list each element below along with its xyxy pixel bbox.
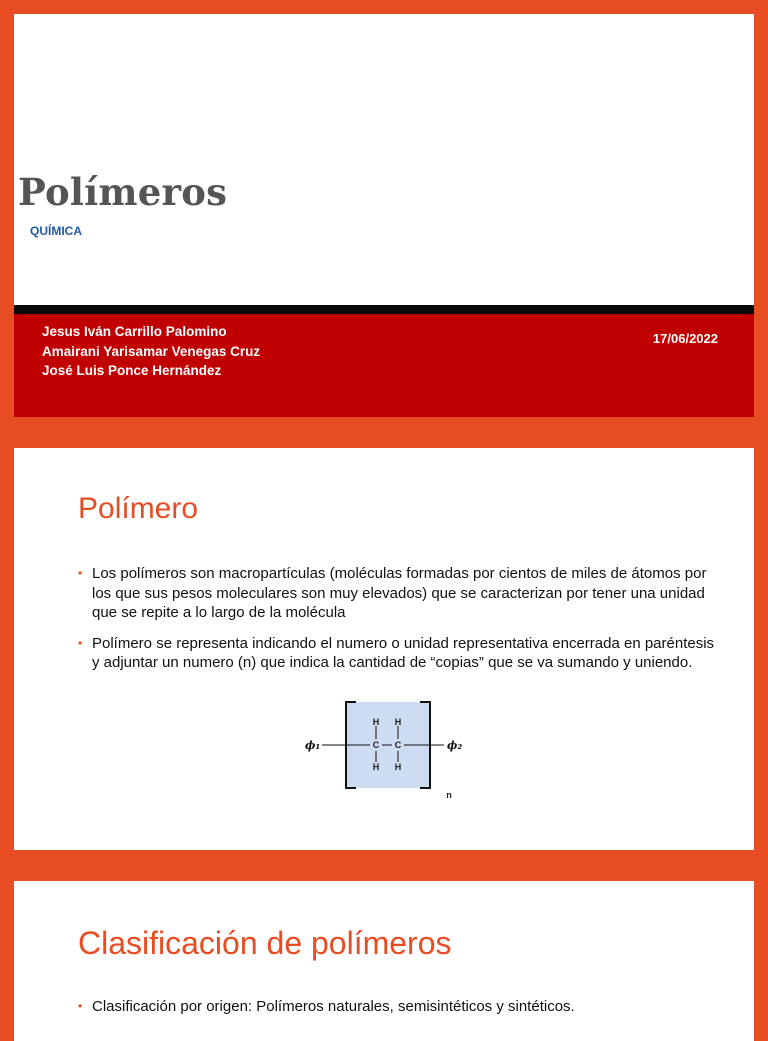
divider-bar bbox=[14, 305, 754, 314]
bullet-item bbox=[78, 997, 718, 1017]
presentation-subtitle: QUÍMICA bbox=[30, 224, 82, 238]
end-group-right: ϕ₂ bbox=[447, 739, 463, 752]
bullet-icon: • bbox=[78, 566, 83, 580]
bullet-item bbox=[78, 564, 718, 623]
presentation-title: Polímeros bbox=[18, 170, 228, 214]
end-group-left: ϕ₁ bbox=[305, 739, 321, 752]
author-name: Amairani Yarisamar Venegas Cruz bbox=[42, 343, 261, 359]
polymer-definition-slide bbox=[14, 448, 754, 850]
author-list bbox=[42, 322, 260, 381]
bullet-icon: • bbox=[78, 999, 83, 1013]
authors-band bbox=[14, 314, 754, 417]
bullet-item bbox=[78, 634, 718, 673]
polymer-classification-slide bbox=[14, 881, 754, 1041]
slide-title: Clasificación de polímeros bbox=[78, 925, 452, 961]
bullet-text: Clasificación por origen: Polímeros naturales, semisintéticos y sintéticos. bbox=[92, 998, 575, 1015]
atom-h: H bbox=[394, 717, 402, 727]
atom-h: H bbox=[372, 717, 380, 727]
author-name: Jesus Iván Carrillo Palomino bbox=[42, 324, 227, 339]
atom-c: C bbox=[394, 740, 402, 750]
bullet-list bbox=[78, 997, 718, 1028]
polymer-structure-diagram bbox=[304, 700, 464, 802]
title-slide bbox=[14, 14, 754, 417]
presentation-date: 17/06/2022 bbox=[652, 331, 718, 346]
bullet-text: Polímero se representa indicando el numero o unidad representativa encerrada en paréntesis y adjuntar un numero (n) que indica la cantidad de “copias” que se va sumando y uniendo. bbox=[92, 634, 715, 671]
bullet-text: Los polímeros son macropartículas (moléculas formadas por cientos de miles de átomos por los que sus pesos moleculares son muy elevados) que se caracterizan por tener una unidad que se repite a lo largo de la molécula bbox=[92, 565, 707, 621]
atom-h: H bbox=[372, 762, 380, 772]
atom-h: H bbox=[394, 762, 402, 772]
bullet-list bbox=[78, 564, 718, 684]
slide-title: Polímero bbox=[78, 492, 199, 525]
bullet-icon: • bbox=[78, 635, 83, 650]
author-name: José Luis Ponce Hernández bbox=[42, 363, 222, 378]
atom-c: C bbox=[372, 740, 380, 750]
repeat-count-n: n bbox=[446, 790, 452, 800]
